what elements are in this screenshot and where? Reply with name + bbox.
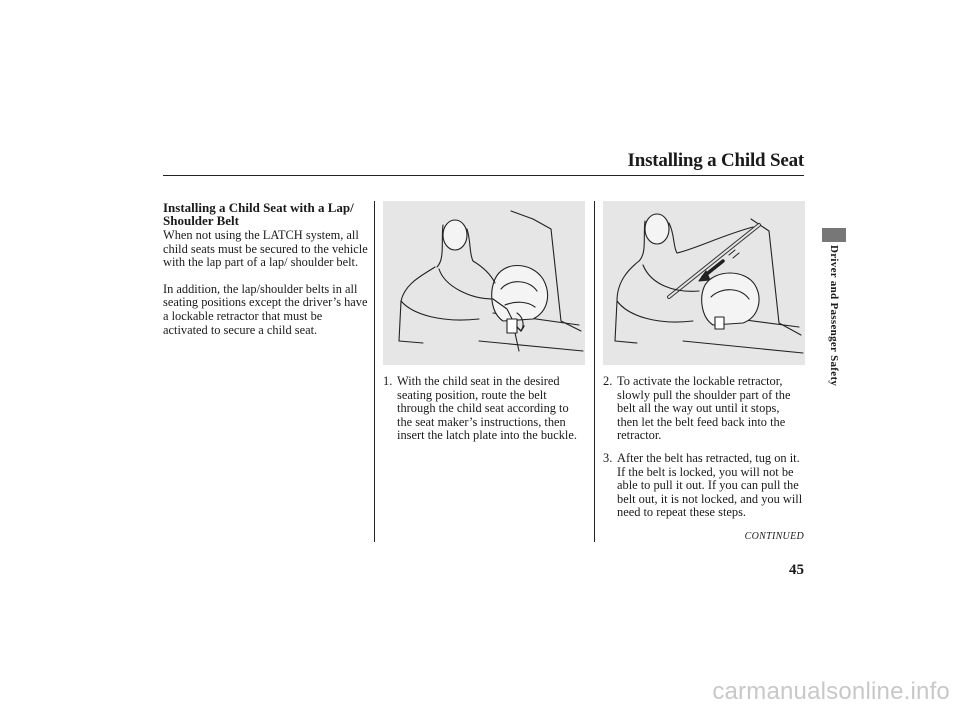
step-3 (603, 452, 803, 520)
continued-label: CONTINUED (744, 531, 804, 542)
intro-text (163, 229, 368, 337)
section-heading: Installing a Child Seat with a Lap/ Shoulder Belt (163, 200, 354, 228)
figure-buckle-latch (383, 201, 585, 365)
intro-paragraph-1: When not using the LATCH system, all child seats must be secured to the vehicle with the lap part of a lap/ shoulder belt. (163, 228, 368, 270)
side-section-label: Driver and Passenger Safety (828, 245, 840, 387)
step-1 (383, 375, 581, 443)
step-2-number: 2. (603, 374, 613, 388)
step-2-text: To activate the lockable retractor, slowly pull the shoulder part of the belt all the way out until it stops, then let the belt feed back into the retractor. (617, 374, 791, 443)
header-rule (163, 175, 804, 176)
page-title: Installing a Child Seat (627, 150, 804, 171)
column-divider-left (374, 201, 375, 542)
section-tab (822, 228, 846, 242)
step-1-text: With the child seat in the desired seating position, route the belt through the child seat according to the seat maker’s instructions, then insert the latch plate into the buckle. (397, 374, 577, 443)
watermark-link[interactable]: carmanualsonline.info (712, 678, 950, 705)
page-number: 45 (789, 562, 804, 578)
step-2 (603, 375, 803, 443)
step-3-number: 3. (603, 451, 613, 465)
child-seat-buckle-illustration-icon (383, 201, 585, 365)
step-3-text: After the belt has retracted, tug on it. If the belt is locked, you will not be able to pull it out. If you can pull the belt out, it is not locked, and you will need to repeat these steps. (617, 451, 803, 520)
belt-pull-illustration-icon (603, 201, 805, 365)
step-1-number: 1. (383, 374, 393, 388)
column-divider-right (594, 201, 595, 542)
intro-paragraph-2: In addition, the lap/shoulder belts in all seating positions except the driver’s have a lockable retractor that must be activated to secure a child seat. (163, 281, 368, 337)
figure-belt-pull (603, 201, 805, 365)
